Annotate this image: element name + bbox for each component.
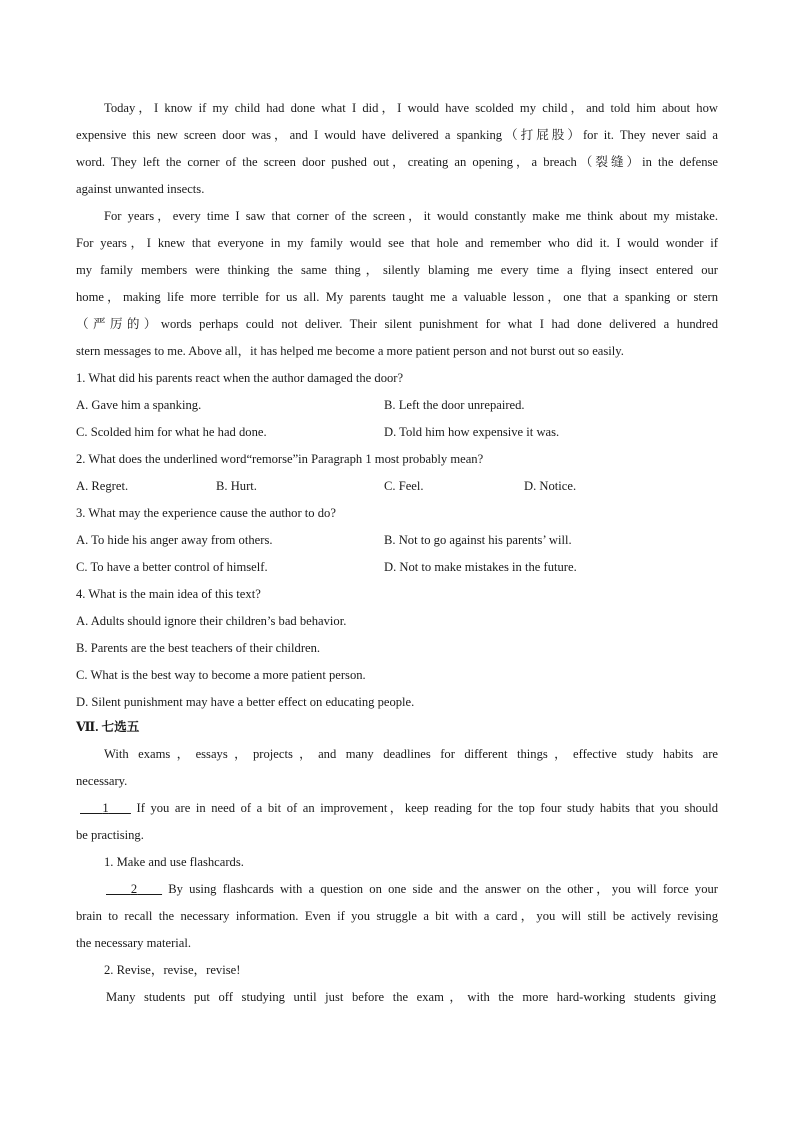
- section-line: be practising.: [76, 828, 144, 842]
- tip-heading: 1. Make and use flashcards.: [104, 855, 244, 869]
- option: B. Parents are the best teachers of their children.: [76, 641, 321, 655]
- option: A. Regret.: [76, 479, 129, 493]
- option: D. Notice.: [524, 479, 577, 493]
- passage-line: stern messages to me. Above all，it has helped me become a more patient person and not burst out so easily.: [76, 344, 624, 358]
- section-line: With exams，essays，projects，and many deadlines for different things，effective study habits are: [104, 747, 718, 761]
- section-heading: Ⅶ. 七选五: [76, 720, 140, 734]
- passage-line: home，making life more terrible for us all. My parents taught me a valuable lesson，one that a spanking or stern: [76, 290, 718, 304]
- blank-line-1: 1 If you are in need of a bit of an improvement，keep reading for the top four study habits that you should: [80, 800, 718, 816]
- answer-blank-1[interactable]: 1: [102, 801, 109, 815]
- option: C. Scolded him for what he had done.: [76, 425, 267, 439]
- tip-heading: 2. Revise，revise，revise!: [104, 963, 241, 977]
- passage-line: expensive this new screen door was，and I would have delivered a spanking（打屁股）for it. They never said a: [76, 128, 718, 142]
- section-line: necessary.: [76, 774, 128, 788]
- passage-line: For years，every time I saw that corner of the screen，it would constantly make me think about my mistake.: [104, 209, 718, 223]
- option: A. Adults should ignore their children’s bad behavior.: [76, 614, 347, 628]
- question-stem: 4. What is the main idea of this text?: [76, 587, 261, 601]
- passage-line: word. They left the corner of the screen door pushed out，creating an opening，a breach（裂缝）in the defense: [76, 155, 718, 169]
- option: C. Feel.: [384, 479, 424, 493]
- question-stem: 1. What did his parents react when the author damaged the door?: [76, 371, 404, 385]
- question-stem: 2. What does the underlined word“remorse”in Paragraph 1 most probably mean?: [76, 452, 484, 466]
- option: D. Told him how expensive it was.: [384, 425, 560, 439]
- section-line: Many students put off studying until just before the exam，with the more hard-working students giving: [106, 990, 716, 1004]
- question-stem: 3. What may the experience cause the author to do?: [76, 506, 336, 520]
- answer-blank-2[interactable]: 2: [130, 882, 138, 896]
- passage-line: my family members were thinking the same thing，silently blaming me every time a flying insect entered our: [76, 263, 718, 277]
- option: D. Not to make mistakes in the future.: [384, 560, 577, 574]
- section-line: the necessary material.: [76, 936, 192, 950]
- option: B. Not to go against his parents’ will.: [384, 533, 572, 547]
- passage-line: For years，I knew that everyone in my family would see that hole and remember who did it. I would wonder if: [76, 236, 718, 250]
- option: A. To hide his anger away from others.: [76, 533, 273, 547]
- blank-line-2: 2 By using flashcards with a question on one side and the answer on the other，you will force your: [106, 881, 718, 897]
- option: B. Left the door unrepaired.: [384, 398, 525, 412]
- section-line: brain to recall the necessary information. Even if you struggle a bit with a card，you will still be actively revising: [76, 909, 718, 923]
- option: C. What is the best way to become a more patient person.: [76, 668, 366, 682]
- option: B. Hurt.: [216, 479, 257, 493]
- option: C. To have a better control of himself.: [76, 560, 268, 574]
- option: A. Gave him a spanking.: [76, 398, 202, 412]
- passage-line: against unwanted insects.: [76, 182, 205, 196]
- option: D. Silent punishment may have a better effect on educating people.: [76, 695, 415, 709]
- passage-line: （严厉的）words perhaps could not deliver. Their silent punishment for what I had done delivered a hundred: [76, 317, 718, 331]
- passage-line: Today，I know if my child had done what I did，I would have scolded my child，and told him about how: [104, 101, 718, 115]
